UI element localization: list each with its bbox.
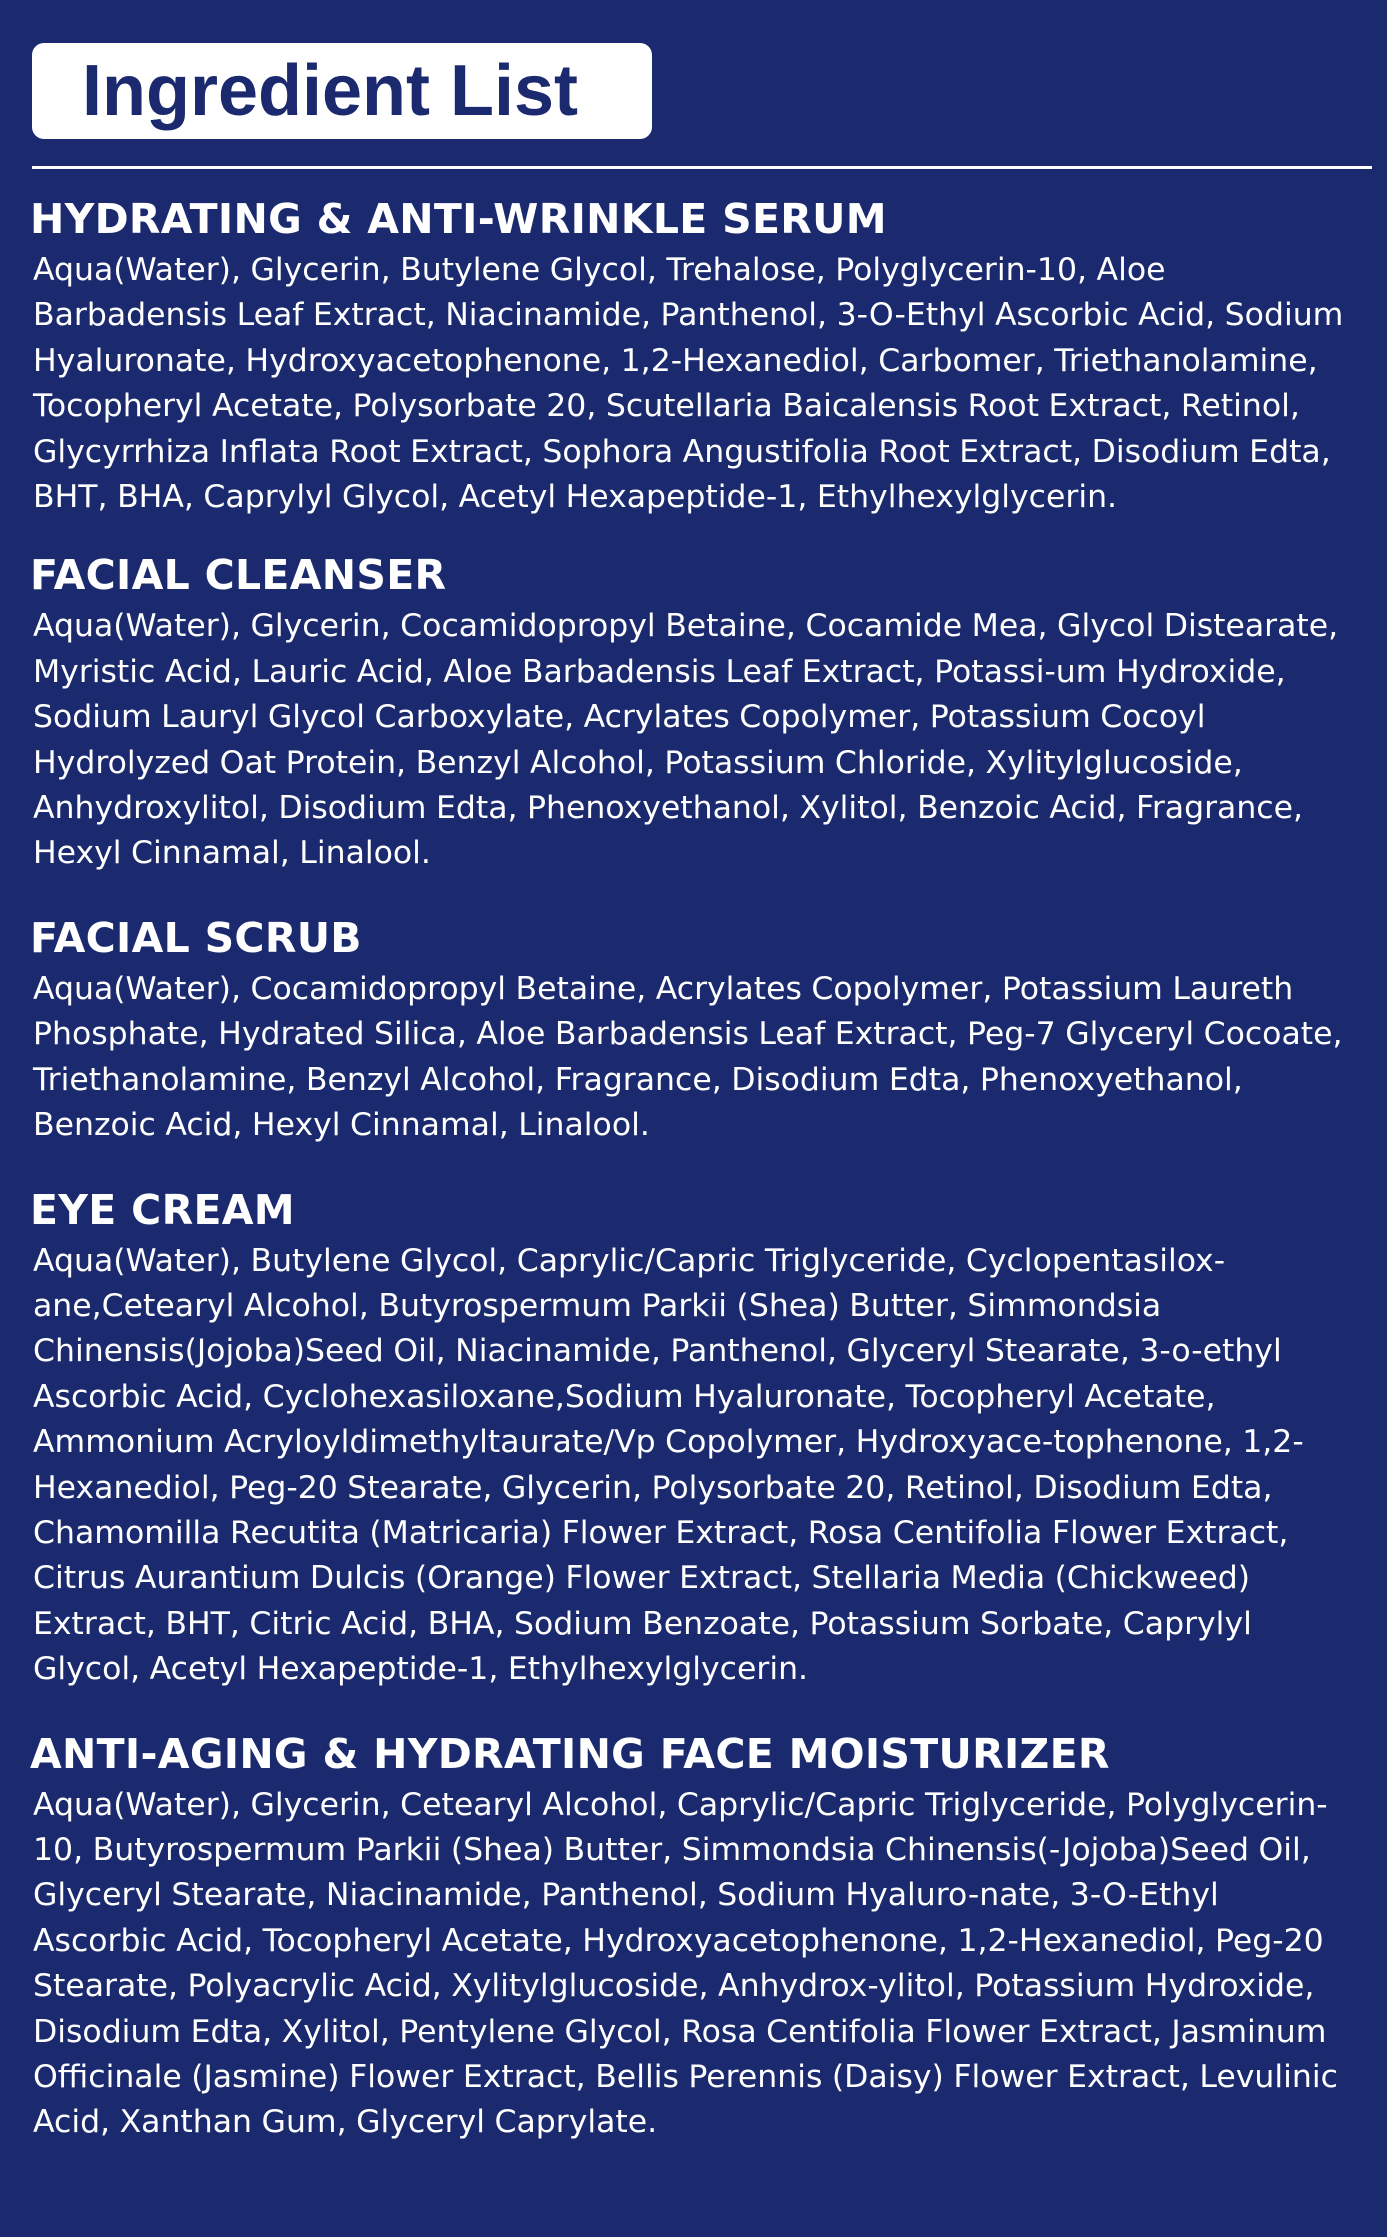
section-cleanser (30, 546, 1352, 876)
ingredient-text: Aqua(Water), Glycerin, Butylene Glycol, Trehalose, Polyglycerin-10, Aloe Barbadensis Leaf Extract, Niacinamide, Panthenol, 3-O-Ethyl Ascorbic Acid, Sodium Hyaluronate, Hydroxyacetophenone, 1,2-Hexanediol, Carbomer, Triethanolamine, Tocopheryl Acetate, Polysorbate 20, Scutellaria Baicalensis Root Extract, Retinol, Glycyrrhiza Inflata Root Extract, Sophora Angustifolia Root Extract, Disodium Edta, BHT, BHA, Caprylyl Glycol, Acetyl Hexapeptide-1, Ethylhexylglycerin. (33, 252, 1344, 516)
ingredient-sections (30, 190, 1352, 2146)
section-heading: ANTI-AGING & HYDRATING FACE MOISTURIZER (30, 1729, 1110, 1778)
section-moisturizer (30, 1725, 1352, 2146)
title-banner (32, 43, 652, 139)
section-heading: FACIAL SCRUB (30, 913, 362, 962)
ingredient-text: Aqua(Water), Glycerin, Cocamidopropyl Betaine, Cocamide Mea, Glycol Distearate, Myristic Acid, Lauric Acid, Aloe Barbadensis Leaf Extract, Potassi-um Hydroxide, Sodium Lauryl Glycol Carboxylate, Acrylates Copolymer, Potassium Cocoyl Hydrolyzed Oat Protein, Benzyl Alcohol, Potassium Chloride, Xylitylglucoside, Anhydroxylitol, Disodium Edta, Phenoxyethanol, Xylitol, Benzoic Acid, Fragrance, Hexyl Cinnamal, Linalool. (33, 608, 1339, 872)
header-divider (32, 166, 1372, 169)
page-title: Ingredient List (82, 51, 579, 131)
section-serum (30, 190, 1352, 520)
section-heading: FACIAL CLEANSER (30, 551, 447, 600)
ingredient-text: Aqua(Water), Glycerin, Cetearyl Alcohol, Caprylic/Capric Triglyceride, Polyglycerin-10, Butyrospermum Parkii (Shea) Butter, Simmondsia Chinensis(-Jojoba)Seed Oil, Glyceryl Stearate, Niacinamide, Panthenol, Sodium Hyaluro-nate, 3-O-Ethyl Ascorbic Acid, Tocopheryl Acetate, Hydroxyacetophenone, 1,2-Hexanediol, Peg-20 Stearate, Polyacrylic Acid, Xylitylglucoside, Anhydrox-ylitol, Potassium Hydroxide, Disodium Edta, Xylitol, Pentylene Glycol, Rosa Centifolia Flower Extract, Jasminum Officinale (Jasmine) Flower Extract, Bellis Perennis (Daisy) Flower Extract, Levulinic Acid, Xanthan Gum, Glyceryl Caprylate. (33, 1786, 1338, 2141)
section-eye-cream (30, 1181, 1352, 1693)
section-heading: EYE CREAM (30, 1185, 295, 1234)
section-heading: HYDRATING & ANTI-WRINKLE SERUM (30, 195, 887, 243)
section-scrub (30, 909, 1352, 1149)
ingredient-text: Aqua(Water), Butylene Glycol, Caprylic/Capric Triglyceride, Cyclopentasilox-ane,Cetearyl Alcohol, Butyrospermum Parkii (Shea) Butter, Simmondsia Chinensis(Jojoba)Seed Oil, Niacinamide, Panthenol, Glyceryl Stearate, 3-o-ethyl Ascorbic Acid, Cyclohexasiloxane,Sodium Hyaluronate, Tocopheryl Acetate, Ammonium Acryloyldimethyltaurate/Vp Copolymer, Hydroxyace-tophenone, 1,2-Hexanediol, Peg-20 Stearate, Glycerin, Polysorbate 20, Retinol, Disodium Edta, Chamomilla Recutita (Matricaria) Flower Extract, Rosa Centifolia Flower Extract, Citrus Aurantium Dulcis (Orange) Flower Extract, Stellaria Media (Chickweed) Extract, BHT, Citric Acid, BHA, Sodium Benzoate, Potassium Sorbate, Caprylyl Glycol, Acetyl Hexapeptide-1, Ethylhexylglycerin. (33, 1242, 1304, 1688)
ingredient-text: Aqua(Water), Cocamidopropyl Betaine, Acrylates Copolymer, Potassium Laureth Phosphate, Hydrated Silica, Aloe Barbadensis Leaf Extract, Peg-7 Glyceryl Cocoate, Triethanolamine, Benzyl Alcohol, Fragrance, Disodium Edta, Phenoxyethanol, Benzoic Acid, Hexyl Cinnamal, Linalool. (33, 970, 1343, 1144)
